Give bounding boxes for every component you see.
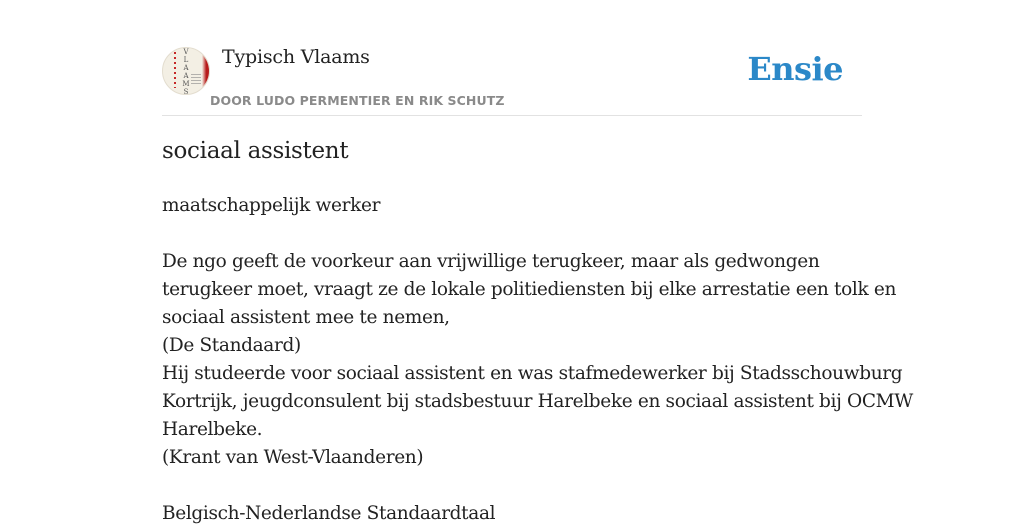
- spacer: [162, 220, 872, 248]
- site-title[interactable]: Typisch Vlaams: [222, 46, 370, 68]
- quote-line: sociaal assistent mee te nemen,: [162, 307, 450, 328]
- quote-line: terugkeer moet, vraagt ze de lokale politiediensten bij elke arrestatie een tolk en: [162, 279, 897, 300]
- authors-byline: DOOR LUDO PERMENTIER EN RIK SCHUTZ: [210, 93, 505, 108]
- logo-text-lines: [191, 74, 201, 84]
- language-register: Belgisch-Nederlandse Standaardtaal: [162, 503, 496, 524]
- quote-line: Harelbeke.: [162, 419, 263, 440]
- typisch-vlaams-logo[interactable]: [162, 47, 210, 95]
- quote-line: Kortrijk, jeugdconsulent bij stadsbestuur Harelbeke en sociaal assistent bij OCMW: [162, 391, 913, 412]
- quote-line: De ngo geeft de voorkeur aan vrijwillige terugkeer, maar als gedwongen: [162, 251, 820, 272]
- site-header: [162, 44, 862, 116]
- logo-red-edge: [202, 48, 209, 95]
- quote-source: (De Standaard): [162, 335, 301, 356]
- ensie-brand-link[interactable]: Ensie: [747, 50, 843, 88]
- spacer: [162, 472, 872, 500]
- quote-line: Hij studeerde voor sociaal assistent en was stafmedewerker bij Stadsschouwburg: [162, 363, 903, 384]
- entry-body: [162, 192, 913, 528]
- quote-source: (Krant van West-Vlaanderen): [162, 447, 424, 468]
- logo-letters: V L A A M S: [182, 48, 190, 95]
- logo-red-stitch: [174, 52, 176, 88]
- header-divider: [162, 115, 862, 116]
- entry-definition: maatschappelijk werker: [162, 195, 381, 216]
- entry-term: sociaal assistent: [162, 138, 349, 164]
